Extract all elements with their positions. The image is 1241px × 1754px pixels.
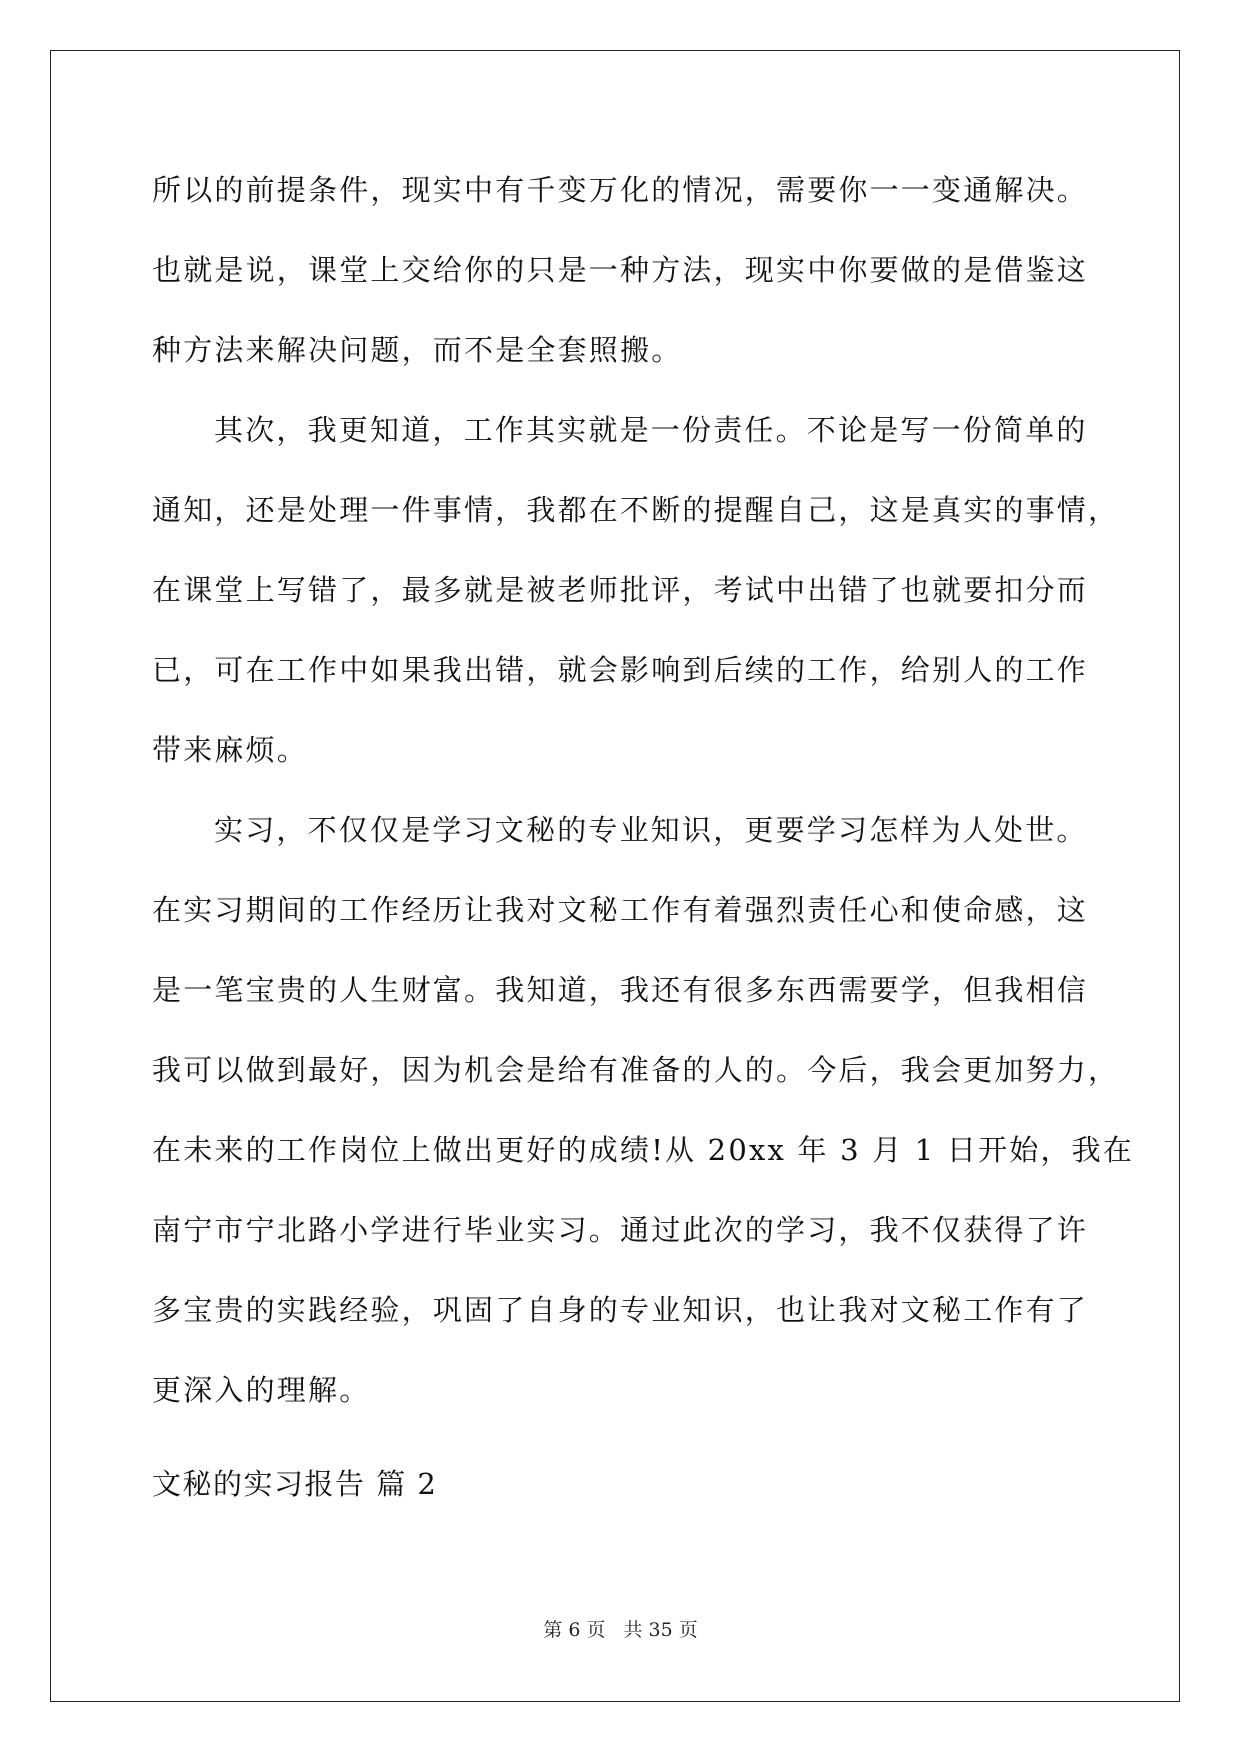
body-line: 已，可在工作中如果我出错，就会影响到后续的工作，给别人的工作 [152, 653, 1089, 687]
body-line: 也就是说，课堂上交给你的只是一种方法，现实中你要做的是借鉴这 [152, 253, 1089, 287]
body-line: 带来麻烦。 [152, 733, 309, 767]
total-page-count: 共 35 页 [623, 1619, 698, 1641]
page-footer [0, 1615, 1241, 1642]
body-line: 在未来的工作岗位上做出更好的成绩!从 20xx 年 3 月 1 日开始，我在 [152, 1133, 1135, 1167]
body-line: 多宝贵的实践经验，巩固了自身的专业知识，也让我对文秘工作有了 [152, 1293, 1089, 1327]
body-line: 更深入的理解。 [152, 1373, 371, 1407]
body-line: 在实习期间的工作经历让我对文秘工作有着强烈责任心和使命感，这 [152, 893, 1089, 927]
body-line: 南宁市宁北路小学进行毕业实习。通过此次的学习，我不仅获得了许 [152, 1213, 1089, 1247]
body-line: 所以的前提条件，现实中有千变万化的情况，需要你一一变通解决。 [152, 173, 1089, 207]
paragraph-start-line: 实习，不仅仅是学习文秘的专业知识，更要学习怎样为人处世。 [214, 813, 1088, 847]
current-page-number: 第 6 页 [543, 1619, 606, 1641]
body-line: 在课堂上写错了，最多就是被老师批评，考试中出错了也就要扣分而 [152, 573, 1089, 607]
paragraph-start-line: 其次，我更知道，工作其实就是一份责任。不论是写一份简单的 [214, 413, 1088, 447]
section-heading: 文秘的实习报告 篇 2 [152, 1467, 438, 1501]
body-line: 是一笔宝贵的人生财富。我知道，我还有很多东西需要学，但我相信 [152, 973, 1089, 1007]
body-line: 我可以做到最好，因为机会是给有准备的人的。今后，我会更加努力， [152, 1053, 1120, 1087]
document-body [152, 150, 1135, 1430]
body-line: 通知，还是处理一件事情，我都在不断的提醒自己，这是真实的事情， [152, 493, 1120, 527]
body-line: 种方法来解决问题，而不是全套照搬。 [152, 333, 683, 367]
